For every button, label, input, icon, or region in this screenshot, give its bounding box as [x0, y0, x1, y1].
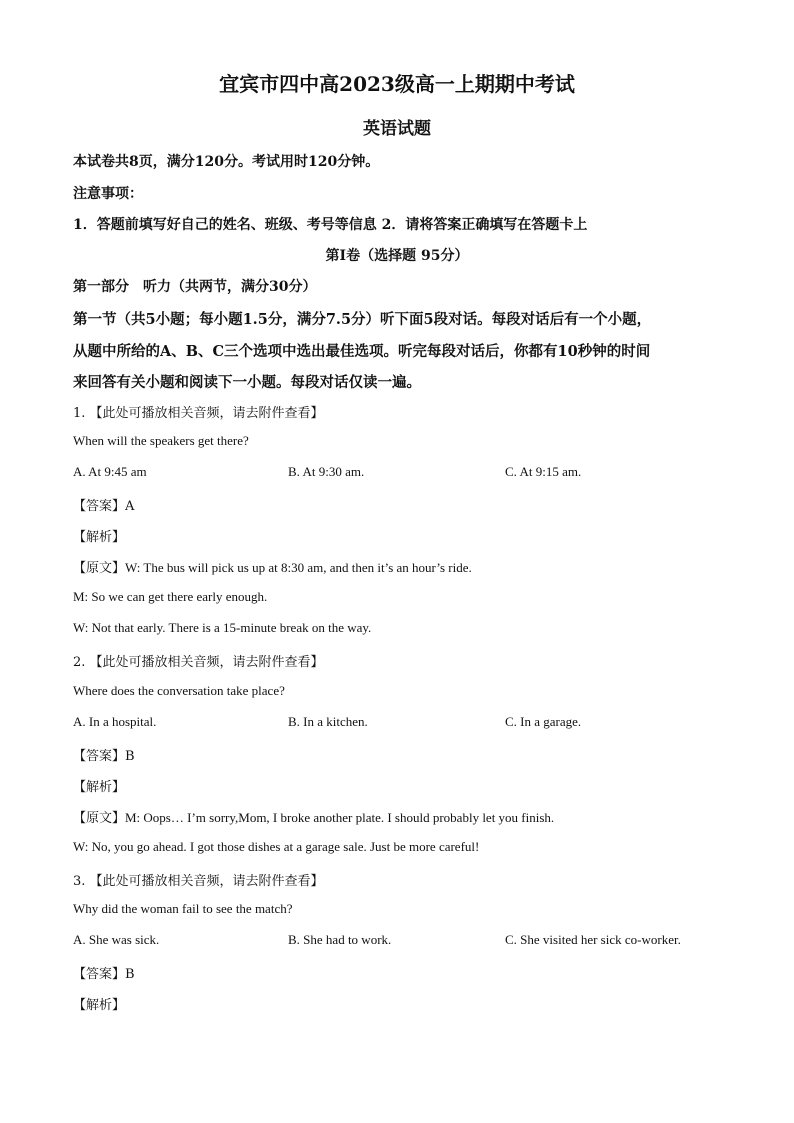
- option-a: A. She was sick.: [73, 932, 160, 947]
- option-a: A. In a hospital.: [73, 714, 157, 729]
- part-heading: 第一部分 听力（共两节，满分30分）: [73, 279, 317, 295]
- page-subtitle: 英语试题: [363, 119, 431, 139]
- page-title: 宜宾市四中高2023级高一上期期中考试: [219, 72, 575, 96]
- question-header-audio-link[interactable]: 3. 【此处可播放相关音频，请去附件查看】: [73, 874, 324, 889]
- answer: 【答案】B: [73, 749, 135, 764]
- transcript-line: 【原文】M: Oops… I’m sorry,Mom, I broke another plate. I should probably let you finish.: [73, 810, 555, 825]
- question-text: Where does the conversation take place?: [73, 683, 285, 698]
- answer: 【答案】A: [73, 499, 135, 514]
- option-c: C. At 9:15 am.: [505, 464, 582, 479]
- question-header-audio-link[interactable]: 2. 【此处可播放相关音频，请去附件查看】: [73, 655, 324, 670]
- answer: 【答案】B: [73, 967, 135, 982]
- notes-heading: 注意事项：: [73, 186, 143, 202]
- analysis-label: 【解析】: [73, 780, 126, 795]
- section-instructions-line: 来回答有关小题和阅读下一小题。每段对话仅读一遍。: [73, 374, 421, 391]
- transcript-line: 【原文】W: The bus will pick us up at 8:30 am, and then it’s an hour’s ride.: [73, 560, 472, 575]
- question-header-audio-link[interactable]: 1. 【此处可播放相关音频，请去附件查看】: [73, 406, 324, 421]
- transcript-line: W: No, you go ahead. I got those dishes at a garage sale. Just be more careful!: [73, 839, 480, 854]
- exam-info: 本试卷共8页，满分120分。考试用时120分钟。: [73, 154, 380, 170]
- option-b: B. In a kitchen.: [288, 714, 368, 729]
- analysis-label: 【解析】: [73, 998, 126, 1013]
- question-text: Why did the woman fail to see the match?: [73, 901, 293, 916]
- transcript-line: M: So we can get there early enough.: [73, 589, 268, 604]
- option-b: B. At 9:30 am.: [288, 464, 365, 479]
- volume-heading: 第I卷（选择题 95分）: [325, 248, 469, 264]
- notes-line: 1．答题前填写好自己的姓名、班级、考号等信息 2．请将答案正确填写在答题卡上: [73, 217, 588, 233]
- option-c: C. She visited her sick co-worker.: [505, 932, 681, 947]
- transcript-line: W: Not that early. There is a 15-minute break on the way.: [73, 620, 372, 635]
- analysis-label: 【解析】: [73, 530, 126, 545]
- section-instructions-line: 第一节（共5小题；每小题1.5分，满分7.5分）听下面5段对话。每段对话后有一个小题，: [73, 311, 652, 328]
- option-b: B. She had to work.: [288, 932, 392, 947]
- question-text: When will the speakers get there?: [73, 433, 249, 448]
- option-a: A. At 9:45 am: [73, 464, 147, 479]
- option-c: C. In a garage.: [505, 714, 582, 729]
- section-instructions-line: 从题中所给的A、B、C三个选项中选出最佳选项。听完每段对话后，你都有10秒钟的时间: [73, 343, 651, 360]
